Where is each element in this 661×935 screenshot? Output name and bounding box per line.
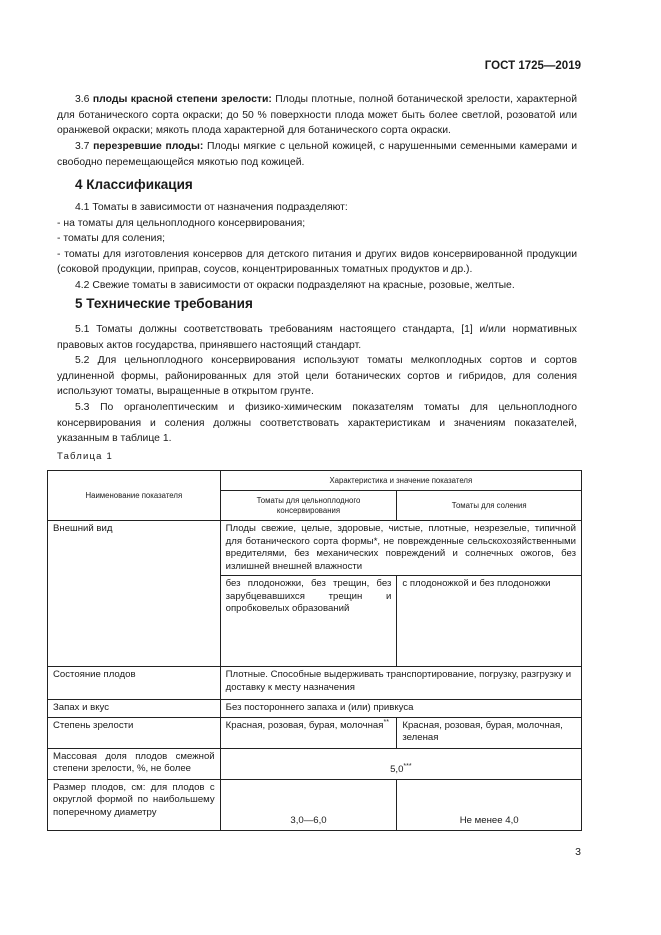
paragraph-5-2: 5.2 Для цельноплодного консервирования используют томаты мелкоплодных сортов и сортов удлиненной формы, районированных для этой цели ботанических сортов и гибридов, для соления используют томаты, выращенные в открытом грунте. bbox=[57, 355, 577, 398]
row-ripeness-salting: Красная, розовая, бурая, молочная, зеленая bbox=[397, 717, 582, 748]
list-item: - томаты для соления; bbox=[57, 233, 165, 245]
section-5-body bbox=[57, 322, 577, 447]
row-smell-value: Без постороннего запаха и (или) привкуса bbox=[220, 700, 581, 718]
section-4-body bbox=[57, 200, 577, 294]
paragraph-4-2: 4.2 Свежие томаты в зависимости от окраски подразделяют на красные, розовые, желтые. bbox=[75, 279, 515, 291]
row-appearance-salting: с плодоножкой и без плодоножки bbox=[397, 576, 582, 667]
table-1 bbox=[47, 470, 582, 831]
section-5-title: 5 Технические требования bbox=[75, 296, 253, 311]
document-header: ГОСТ 1725—2019 bbox=[484, 60, 581, 72]
row-smell-name: Запах и вкус bbox=[48, 700, 221, 718]
paragraph-3-7: 3.7 перезревшие плоды: Плоды мягкие с цельной кожицей, с нарушенными семенными камерами и свободно перемещающейся мякотью под кожицей. bbox=[57, 141, 578, 168]
section-4-title: 4 Классификация bbox=[75, 177, 193, 192]
row-appearance-common: Плоды свежие, целые, здоровые, чистые, плотные, незрезелые, типичной для ботанического сорта формы*, не поврежденные сельскохозяйственными вредителями, без механических повреждений и солнечных ожогов, без излишней внешней влажности bbox=[220, 521, 581, 576]
term-red-ripeness: плоды красной степени зрелости: bbox=[92, 94, 272, 105]
header-salting: Томаты для соления bbox=[397, 491, 582, 521]
paragraph-4-1: 4.1 Томаты в зависимости от назначения подразделяют: bbox=[75, 202, 348, 213]
row-state-name: Состояние плодов bbox=[48, 667, 221, 700]
list-item: - томаты для изготовления консервов для детского питания и других видов консервированной продукции (соковой продукции, приправ, соусов, концентрированных томатных продуктов и др.). bbox=[57, 248, 577, 276]
row-appearance-canning: без плодоножки, без трещин, без зарубцевавшихся трещин и опробковелых образований bbox=[220, 576, 397, 667]
paragraph-5-1: 5.1 Томаты должны соответствовать требованиям настоящего стандарта, [1] и/или нормативных правовых актов государства, принявшего настоящий стандарт. bbox=[57, 324, 577, 351]
row-size-name: Размер плодов, см: для плодов с округлой формой по наибольшему поперечному диаметру bbox=[48, 779, 221, 830]
header-canning: Томаты для цельноплодного консервирования bbox=[220, 491, 397, 521]
term-overripe: перезревшие плоды: bbox=[93, 141, 204, 152]
list-item: - на томаты для цельноплодного консервирования; bbox=[57, 217, 306, 229]
row-ripeness-canning: Красная, розовая, бурая, молочная** bbox=[220, 717, 397, 748]
paragraph-3-6: 3.6 плоды красной степени зрелости: Плоды плотные, полной ботанической зрелости, характерной для ботанического сорта окраски; до 50 % поверхности плода может быть более светлой, розоватой или оранжевой окраски; мякоть плода характерной для ботанического сорта окраски. bbox=[57, 94, 578, 137]
page-number: 3 bbox=[575, 846, 581, 858]
row-size-salting: Не менее 4,0 bbox=[397, 779, 582, 830]
paragraph-5-3: 5.3 По органолептическим и физико-химическим показателям томаты для цельноплодного консервирования и соления должны соответствовать характеристикам и значениям показателей, указанным в таблице 1. bbox=[57, 401, 577, 445]
table-caption: Таблица 1 bbox=[57, 451, 113, 462]
row-appearance-name: Внешний вид bbox=[48, 521, 221, 667]
row-ripeness-name: Степень зрелости bbox=[48, 717, 221, 748]
row-size-canning: 3,0—6,0 bbox=[220, 779, 397, 830]
row-mass-name: Массовая доля плодов смежной степени зрелости, %, не более bbox=[48, 748, 221, 779]
row-state-value: Плотные. Способные выдерживать транспортирование, погрузку, разгрузку и доставку к месту назначения bbox=[220, 667, 581, 700]
header-indicator-name: Наименование показателя bbox=[48, 471, 221, 521]
header-characteristic: Характеристика и значение показателя bbox=[220, 471, 581, 491]
row-mass-value: 5,0*** bbox=[220, 748, 581, 779]
